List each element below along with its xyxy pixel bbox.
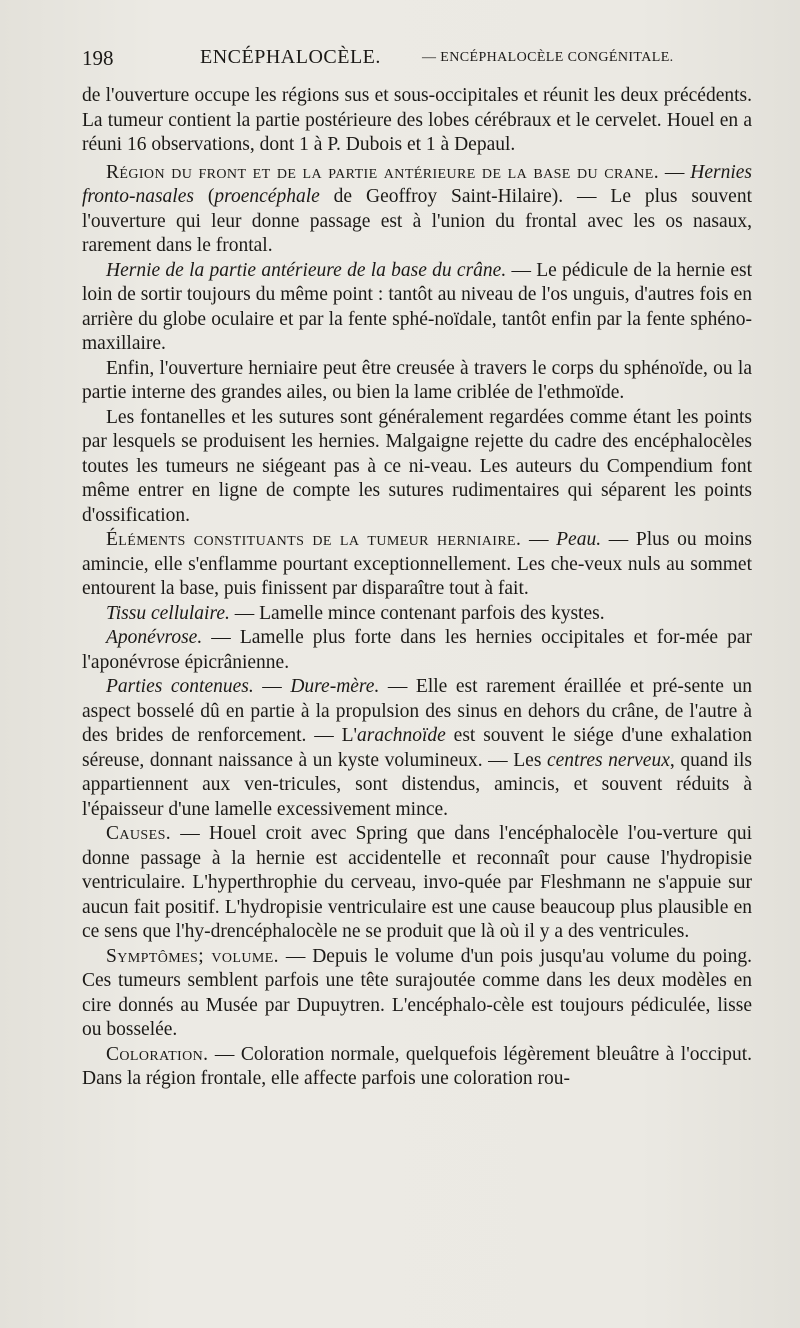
paragraph: Aponévrose. — Lamelle plus forte dans les hernies occipitales et for-mée par l'aponévrose épicrânienne. xyxy=(82,627,752,673)
running-subtitle: — ENCÉPHALOCÈLE CONGÉNITALE. xyxy=(422,50,674,65)
paragraph: Parties contenues. — Dure-mère. — Elle est rarement éraillée et pré-sente un aspect bosselé dû en partie à la propulsion des sinus en dehors du crâne, de l'autre à des brides de renforcement. — L'arachnoïde est souvent le siége d'une exhalation séreuse, donnant naissance à un kyste volumineux. — Les centres nerveux, quand ils appartiennent aux ven-tricules, sont distendus, amincis, et souvent réduits à l'épaisseur d'une lamelle excessivement mince. xyxy=(82,676,752,820)
paragraph: Éléments constituants de la tumeur herniaire. — Peau. — Plus ou moins amincie, elle s'enflamme pourtant exceptionnellement. Les che-veux nuls au sommet entourent la base, puis finissent par disparaître tout à fait. xyxy=(82,529,752,599)
paragraph: Symptômes; volume. — Depuis le volume d'un pois jusqu'au volume du poing. Ces tumeurs semblent parfois une tête surajoutée comme dans les deux modèles en cire donnés au Musée par Dupuytren. L'encéphalo-cèle est toujours pédiculée, lisse ou bosselée. xyxy=(82,945,752,1040)
section-heading: Éléments constituants de la tumeur herniaire. xyxy=(106,529,522,550)
paragraph: Causes. — Houel croit avec Spring que dans l'encéphalocèle l'ou-verture qui donne passage à la hernie est accidentelle et reconnaît pour cause l'hydropisie ventriculaire. L'hyperthrophie du cerveau, invo-quée par Fleshmann ne s'appuie sur aucun fait positif. L'hydropisie ventriculaire est une cause beaucoup plus plausible en ce sens que l'hy-drencéphalocèle ne se produit que là où il y a des ventricules. xyxy=(82,823,752,942)
paragraph: Les fontanelles et les sutures sont généralement regardées comme étant les points par lesquels se produisent les hernies. Malgaigne rejette du cadre des encéphalocèles toutes les tumeurs ne siégeant pas à ce ni-veau. Les auteurs du Compendium font même entrer en ligne de compte les sutures rudimentaires qui séparent les points d'ossification. xyxy=(82,406,752,526)
running-header xyxy=(82,46,752,76)
paragraph: Tissu cellulaire. — Lamelle mince contenant parfois des kystes. xyxy=(106,602,605,624)
paragraph: Coloration. — Coloration normale, quelquefois légèrement bleuâtre à l'occiput. Dans la région frontale, elle affecte parfois une coloration rou- xyxy=(82,1043,752,1089)
section-heading: Région du front et de la partie antérieure de la base du crane. xyxy=(106,161,660,183)
section-heading: Coloration. xyxy=(106,1043,209,1065)
paragraph: Région du front et de la partie antérieure de la base du crane. — Hernies fronto-nasales (proencéphale de Geoffroy Saint-Hilaire). — Le plus souvent l'ouverture qui leur donne passage est à l'union du frontal avec les os nasaux, rarement dans le frontal. xyxy=(82,161,753,256)
section-heading: Symptômes; volume. xyxy=(106,945,279,967)
section-heading: Causes. xyxy=(106,823,172,844)
body-text xyxy=(82,84,752,1092)
running-title: ENCÉPHALOCÈLE. xyxy=(200,46,381,68)
page-number: 198 xyxy=(82,46,114,70)
paragraph: de l'ouverture occupe les régions sus et sous-occipitales et réunit les deux précédents. La tumeur contient la partie postérieure des lobes cérébraux et le cervelet. Houel en a réuni 16 observations, dont 1 à P. Dubois et 1 à Depaul. xyxy=(82,85,752,155)
paragraph: Hernie de la partie antérieure de la base du crâne. — Le pédicule de la hernie est loin de sortir toujours du même point : tantôt au niveau de l'os unguis, d'autres fois en arrière du globe oculaire et par la fente sphé-noïdale, tantôt enfin par la fente sphéno-maxillaire. xyxy=(82,259,752,354)
paragraph: Enfin, l'ouverture herniaire peut être creusée à travers le corps du sphénoïde, ou la partie interne des grandes ailes, ou bien la lame criblée de l'ethmoïde. xyxy=(82,357,752,403)
